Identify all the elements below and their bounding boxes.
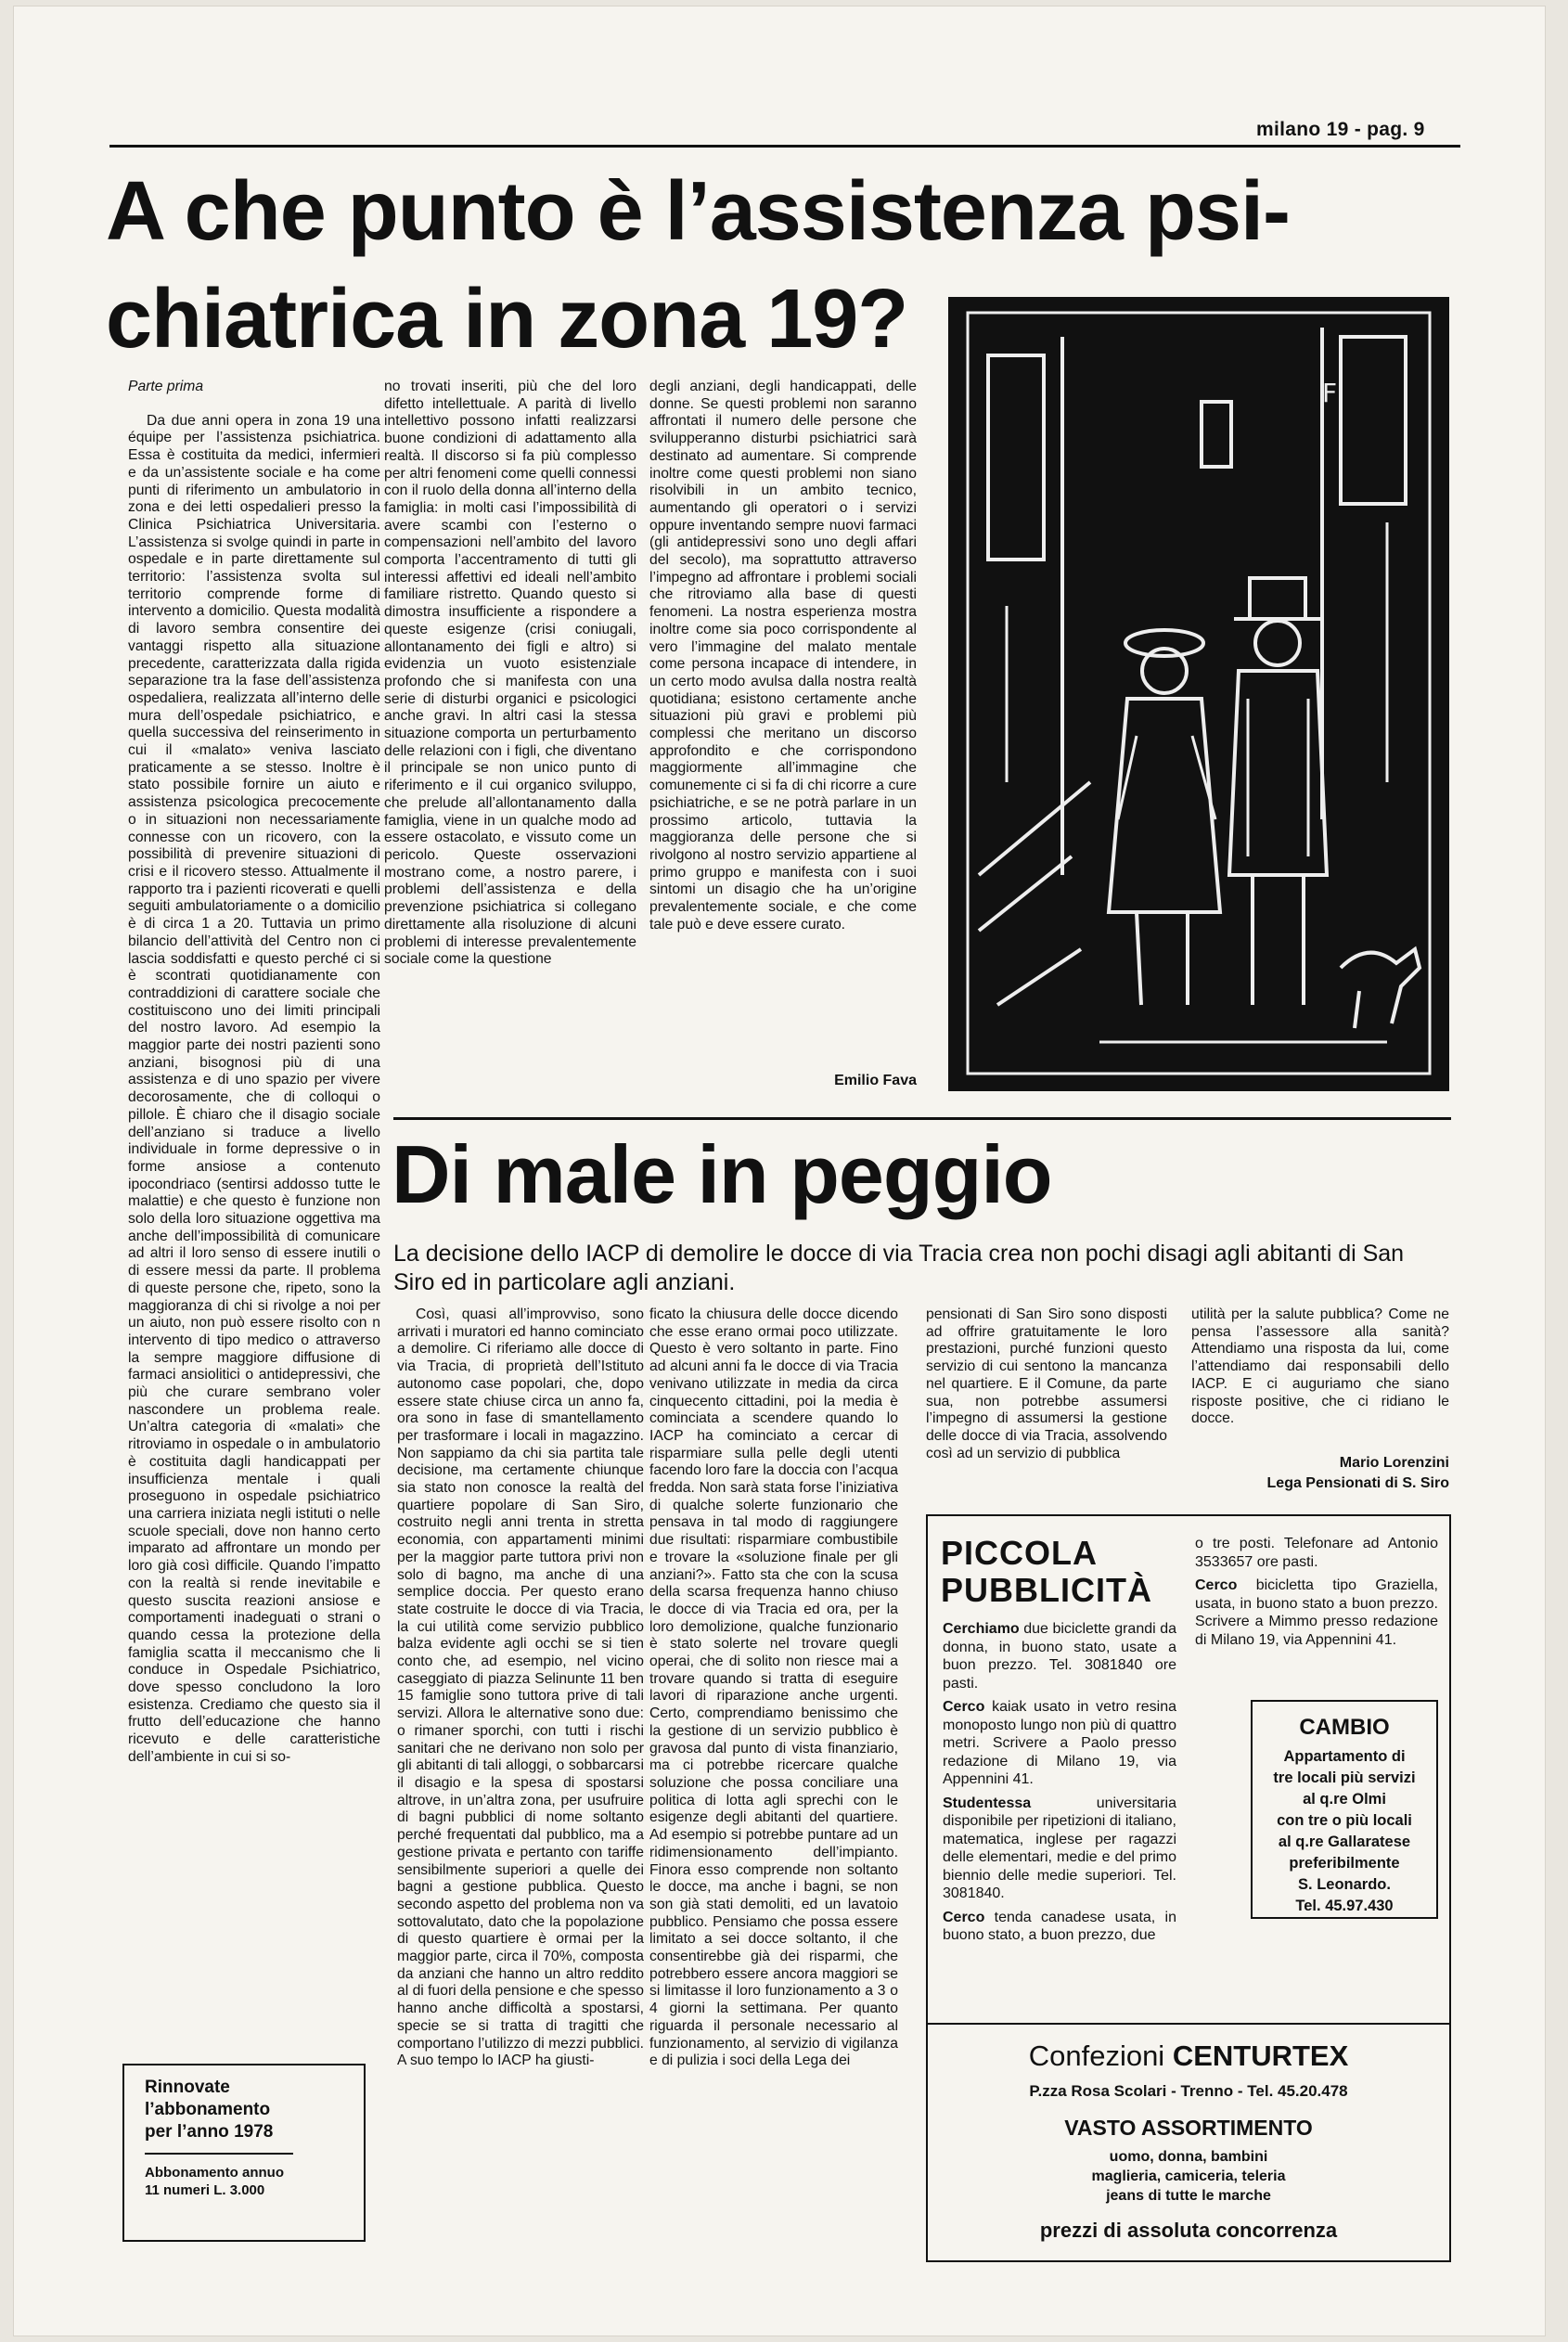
classified-item: o tre posti. Telefonare ad Antonio 3533657 ore pasti. xyxy=(1195,1536,1438,1570)
centurtex-line2: maglieria, camiceria, teleria xyxy=(1091,2168,1286,2184)
subscription-divider xyxy=(145,2153,293,2155)
article1-col3-text: degli anziani, degli handicappati, delle donne. Se questi problemi non saranno affrontati il numero delle persone che svilupperanno disturbi psichiatrici sarà destinato ad aumentare. Si comprende inoltre come questi problemi non siano risolvibili in un ambito tecnico, aumentando gli operatori o i servizi oppure inventando sempre nuovi farmaci (gli antidepressivi sono uno degli affari del secolo), ma soprattutto attraverso l’impegno ad affrontare i problemi sociali che ritroviamo alla base di questi fenomeni. La nostra esperienza mostra inoltre come sia poco corrispondente al vero l’immagine del malato mentale come persona incapace di intendere, in un certo modo avulsa dalla nostra realtà quotidiana; esistono certamente anche situazioni più gravi e problemi più complessi che meritano un discorso approfondito e che corrispondono maggiormente all’immagine che comunemente ci si fa di chi ricorre a cure psichiatriche, e se ne potrà parlare in un prossimo articolo, tuttavia la maggioranza delle persone che si rivolgono al nostro servizio appartiene al primo gruppo e manifesta con i suoi sintomi un disagio che ha un’origine prevalentemente sociale, e che come tale può e deve essere curato. xyxy=(649,379,917,933)
subscription-line2: l’abbonamento xyxy=(145,2100,271,2119)
article2-column-1 xyxy=(397,1306,644,2244)
article1-column-1 xyxy=(128,379,380,2065)
article1-kicker: Parte prima xyxy=(128,379,204,394)
centurtex-brand: CENTURTEX xyxy=(1172,2040,1349,2072)
classified-item: Studentessa universitaria disponibile per ripetizioni di italiano, matematica, inglese per ragazzi delle elementari, medie e del primo biennio delle medie superiori. Tel. 3081840. xyxy=(943,1795,1176,1901)
article1-title-line1: A che punto è l’assistenza psi- xyxy=(106,165,1290,258)
page-number-label: milano 19 - pag. 9 xyxy=(1256,119,1425,140)
article2-author-org: Lega Pensionati di S. Siro xyxy=(1266,1475,1449,1491)
article2-col2-text: ficato la chiusura delle docce dicendo che esse erano ormai poco utilizzate. Questo è vero soltanto in parte. Fino ad alcuni anni fa le docce di via Tracia venivano utilizzate in media da circa cinquecento cittadini, poi la media è cominciata a scendere quando lo IACP ha cominciato a cercar di risparmiare sulla pelle degli utenti facendo loro fare la doccia con l’acqua fredda. Non sarà stata forse l’iniziativa di qualche solerte funzionario che pensava in tal modo di raggiungere due risultati: risparmiare combustibile e trovare la «soluzione finale per gli anziani?». Fatto sta che con la scusa della scarsa frequenza hanno chiuso le docce di via Tracia ed ora, per la loro demolizione, qualche funzionario è stato solerte nel trovare quegli operai, che di solito non riesce mai a trovare quando si tratta di eseguire lavori di riparazione anche urgenti. Certo, comprendiamo benissimo che la gestione di un servizio pubblico è gravosa dal punto di vista finanziario, ma ci potrebbe ricercare qualche soluzione che possa conciliare una politica di lotta agli sprechi con le esigenze degli abitanti del quartiere. Ad esempio si potrebbe puntare ad un ridimensionamento dell’impianto. Finora esso comprende non soltanto le docce, ma anche i bagni, se non son già stati demoliti, ed un lavatoio pubblico. Pensiamo che possa essere limitato a sei docce soltanto, il che consentirebbe già dei risparmi, che potrebbero essere ancora maggiori se si limitasse il loro funzionamento a 3 o 4 giorni la settimana. Per quanto riguarda il personale necessario al funzionamento, al servizio di vigilanza e di pulizia i soci della Lega dei xyxy=(649,1306,898,2069)
classified-item: Cerchiamo due biciclette grandi da donna, in buono stato, usate a buon prezzo. Tel. 3081840 ore pasti. xyxy=(943,1621,1176,1692)
classified-item: Cerco bicicletta tipo Graziella, usata, in buono stato a buon prezzo. Scrivere a Mimmo presso redazione di Milano 19, via Appennini 41. xyxy=(1195,1577,1438,1648)
centurtex-line1: uomo, donna, bambini xyxy=(1109,2149,1268,2165)
article2-col1-text: Così, quasi all’improvviso, sono arrivati i muratori ed hanno cominciato a demolire. Ci riferiamo alle docce di via Tracia, di proprietà dell’Istituto autonomo case popolari, che, dopo essere state chiuse circa un anno fa, ora sono in fase di smantellamento per trasformare i locali in magazzino. Non sappiamo da chi sia partita tale decisione, ma certamente chiunque sia stato non conosce la realtà del quartiere popolare di San Siro, costruito negli anni trenta in stretta economia, con appartamenti minimi per la maggior parte tuttora privi non solo di bagno, ma anche di una semplice doccia. Per questo erano state costruite le docce di via Tracia, la cui utilità come servizio pubblico balza evidente agli occhi se si tien conto che, ad esempio, nel vicino caseggiato di piazza Selinunte 11 ben 15 famiglie sono tuttora prive di tali servizi. Allora le alternative sono due: o rimaner sporchi, con tutti i rischi sanitari che ne derivano non solo per gli abitanti di tali alloggi, o sobbarcarsi il disagio e la spesa di spostarsi altrove, in un’altra zona, per usufruire di bagni pubblici di nome soltanto perché frequentati dal pubblico, ma a gestione privata e pertanto con tariffe sensibilmente superiori a quelle dei bagni a gestione pubblica. Questo secondo aspetto del problema non va sottovalutato, dato che la popolazione di questo quartiere è ormai per la maggior parte, circa il 70%, composta da anziani che hanno un altro reddito al di fuori della pensione e che spesso hanno anche difficoltà a spostarsi, specie se si tratta di tragitti che comportano l’utilizzo di mezzi pubblici. A suo tempo lo IACP ha giusti- xyxy=(397,1306,644,2069)
centurtex-line3: jeans di tutte le marche xyxy=(1106,2188,1271,2204)
article2-column-4 xyxy=(1191,1306,1449,1455)
article2-title: Di male in peggio xyxy=(392,1128,1052,1220)
article2-column-3 xyxy=(926,1306,1167,1516)
subscription-line1: Rinnovate xyxy=(145,2078,230,2097)
cambio-body: Appartamento di tre locali più servizi al q.re Olmi con tre o più locali al q.re Gallaratese preferibilmente S. Leonardo. Tel. 45.97.430 xyxy=(1273,1748,1416,1914)
article1-title-line2: chiatrica in zona 19? xyxy=(106,273,908,366)
subscription-price1: Abbonamento annuo xyxy=(145,2165,284,2181)
article1-col2-text: no trovati inseriti, più che del loro difetto intellettuale. A parità di livello intellettivo possono infatti realizzarsi buone condizioni di adattamento alla realtà. Il discorso si fa più complesso per altri fenomeni come quelli connessi con il ruolo della donna all’interno della famiglia: in molti casi l’impossibilità di avere scambi con l’esterno o compensazioni nell’ambito del lavoro comporta l’accentramento di tutti gli interessi affettivi ed ideali nell’ambito familiare ristretto. Quando questo si dimostra insufficiente a rispondere a queste esigenze (crisi coniugali, allontanamento dei figli e altro) si evidenzia un vuoto esistenziale profondo che si manifesta con una serie di disturbi organici e psicologici anche gravi. In altri casi la stessa situazione comporta un perturbamento delle relazioni con i figli, che diventano il principale se non unico punto di riferimento e il cui organico sviluppo, che prelude all’allontanamento dalla famiglia, viene in un qualche modo ad essere ostacolato, e vissuto come un pericolo. Queste osservazioni mostrano come, a nostro parere, i problemi dell’assistenza e della prevenzione psichiatrica si collegano direttamente alla risoluzione di alcuni problemi di interesse prevalentemente sociale come la questione xyxy=(384,379,636,968)
article1-column-2 xyxy=(384,379,636,1091)
article1-author: Emilio Fava xyxy=(834,1073,917,1088)
classifieds-title-line1: PICCOLA xyxy=(941,1534,1098,1572)
article2-column-2 xyxy=(649,1306,898,2244)
newspaper-page xyxy=(13,6,1546,2336)
article2-author: Mario Lorenzini xyxy=(1339,1455,1449,1471)
classifieds-title-line2: PUBBLICITÀ xyxy=(941,1571,1152,1609)
subscription-line3: per l’anno 1978 xyxy=(145,2122,274,2142)
classifieds-left-column xyxy=(943,1620,1176,2010)
article2-col3-text: pensionati di San Siro sono disposti ad offrire gratuitamente le loro prestazioni, purché funzioni questo servizio di cui sentono la mancanza nel quartiere. E il Comune, da parte sua, non potrebbe assumersi l’impegno di assumersi la gestione delle docce di via Tracia, assolvendo così ad un servizio di pubblica xyxy=(926,1306,1167,1461)
subscription-box xyxy=(122,2064,366,2242)
header-rule xyxy=(109,145,1460,148)
svg-text:F: F xyxy=(1322,378,1338,408)
centurtex-address: P.zza Rosa Scolari - Trenno - Tel. 45.20.478 xyxy=(1029,2082,1348,2100)
classified-item: Cerco kaiak usato in vetro resina monoposto lungo non più di quattro metri. Scrivere a Paolo presso redazione di Milano 19, via Appennini 41. xyxy=(943,1699,1176,1787)
woodcut-image xyxy=(951,300,1446,1088)
classified-item: Cerco tenda canadese usata, in buono stato, a buon prezzo, due xyxy=(943,1909,1176,1943)
centurtex-ad xyxy=(928,2023,1449,2262)
article2-rule xyxy=(393,1117,1451,1120)
subscription-price2: 11 numeri L. 3.000 xyxy=(145,2182,265,2198)
classifieds-box xyxy=(926,1514,1451,2262)
article1-col1-text: Da due anni opera in zona 19 una équipe per l’assistenza psichiatrica. Essa è costituita da medici, infermieri e da un’assistente sociale e ha come punti di riferimento un ambulatorio in zona e dei letti ospedalieri presso la Clinica Psichiatrica Universitaria. L’assistenza si svolge quindi in parte in ospedale e in parte direttamente sul territorio: l’assistenza svolta sul territorio comprende forme di intervento a domicilio. Questa modalità di lavoro sembra consentire dei vantaggi rispetto alla situazione precedente, caratterizzata dalla rigida separazione tra la fase dell’assistenza ospedaliera, realizzata all’interno delle mura dell’ospedale psichiatrico, e quella successiva del reinserimento in cui il «malato» veniva lasciato praticamente a se stesso. Inoltre è stato possibile fornire un aiuto e assistenza psicologica precocemente o in situazioni non necessariamente connesse con un ricovero, con la possibilità di prevenire situazioni di crisi e il ricovero stesso. Attualmente il rapporto tra i pazienti ricoverati e quelli seguiti ambulatoriamente o a domicilio è di circa 1 a 20. Tuttavia un primo bilancio dell’attività del Centro non ci lascia soddisfatti e questo perché ci si è scontrati quotidianamente con contraddizioni di carattere sociale che costituiscono uno dei limiti principali del nostro lavoro. Ad esempio la maggior parte dei nostri pazienti sono anziani, bisognosi più di una assistenza e di uno spazio per vivere decorosamente, che di colloqui o pillole. È chiaro che il disagio sociale dell’anziano si traduce a livello individuale in forme depressive o in forme ansiose a contenuto ipocondriaco (sentirsi addosso tutte le malattie) e che questo è funzione non solo della loro situazione oggettiva ma anche dell’impossibilità di comunicare ad altri il loro senso di essere inutili o di essere messi da parte. Il problema di queste persone che, ripeto, sono la maggioranza di chi si rivolge a noi per un aiuto, non può essere risolto con n intervento di tipo medico o attraverso la sempre maggiore diffusione di farmaci ansiolitici o antidepressivi, che più che curare sembrano voler nascondere un problema reale. Un’altra categoria di «malati» che ritroviamo in ospedale o in ambulatorio è costituita dagli handicappati per insufficienza mentale i quali proseguono in ospedale psichiatrico una carriera iniziata negli istituti o nelle scuole speciali, dove non hanno certo imparato ad affrontare un mondo per loro già così difficile. Quando l’impatto con la realtà si rende inevitabile e questo suscita reazioni ansiose e comportamenti inadeguati o strani o quando cessa la protezione della famiglia scatta il meccanismo che li conduce in Ospedale Psichiatrico, dove spesso concludono la loro esistenza. Crediamo che questo sia il frutto dell’educazione che hanno ricevuto e delle caratteristiche dell’ambiente in cui si so- xyxy=(128,412,380,1765)
article2-subtitle: La decisione dello IACP di demolire le docce di via Tracia crea non pochi disagi agli abitanti di San Siro ed in particolare agli anziani. xyxy=(393,1241,1405,1295)
classifieds-right-column xyxy=(1195,1535,1438,1674)
article2-author-block xyxy=(1191,1453,1449,1494)
centurtex-headline: VASTO ASSORTIMENTO xyxy=(1064,2116,1313,2140)
woodcut-illustration xyxy=(948,297,1449,1091)
article1-column-3 xyxy=(649,379,917,1065)
classifieds-title xyxy=(941,1535,1152,1609)
cambio-box xyxy=(1251,1700,1438,1919)
centurtex-footer: prezzi di assoluta concorrenza xyxy=(1039,2219,1338,2242)
cambio-title: CAMBIO xyxy=(1299,1715,1390,1740)
centurtex-prefix: Confezioni xyxy=(1028,2040,1165,2072)
article2-col4-text: utilità per la salute pubblica? Come ne pensa l’assessore alla sanità? Attendiamo una risposta da lui, come l’attendiamo dai responsabili dello IACP. E ci auguriamo che siano risposte positive, che ci ridiano le docce. xyxy=(1191,1306,1449,1427)
centurtex-brand-line xyxy=(928,2038,1449,2075)
